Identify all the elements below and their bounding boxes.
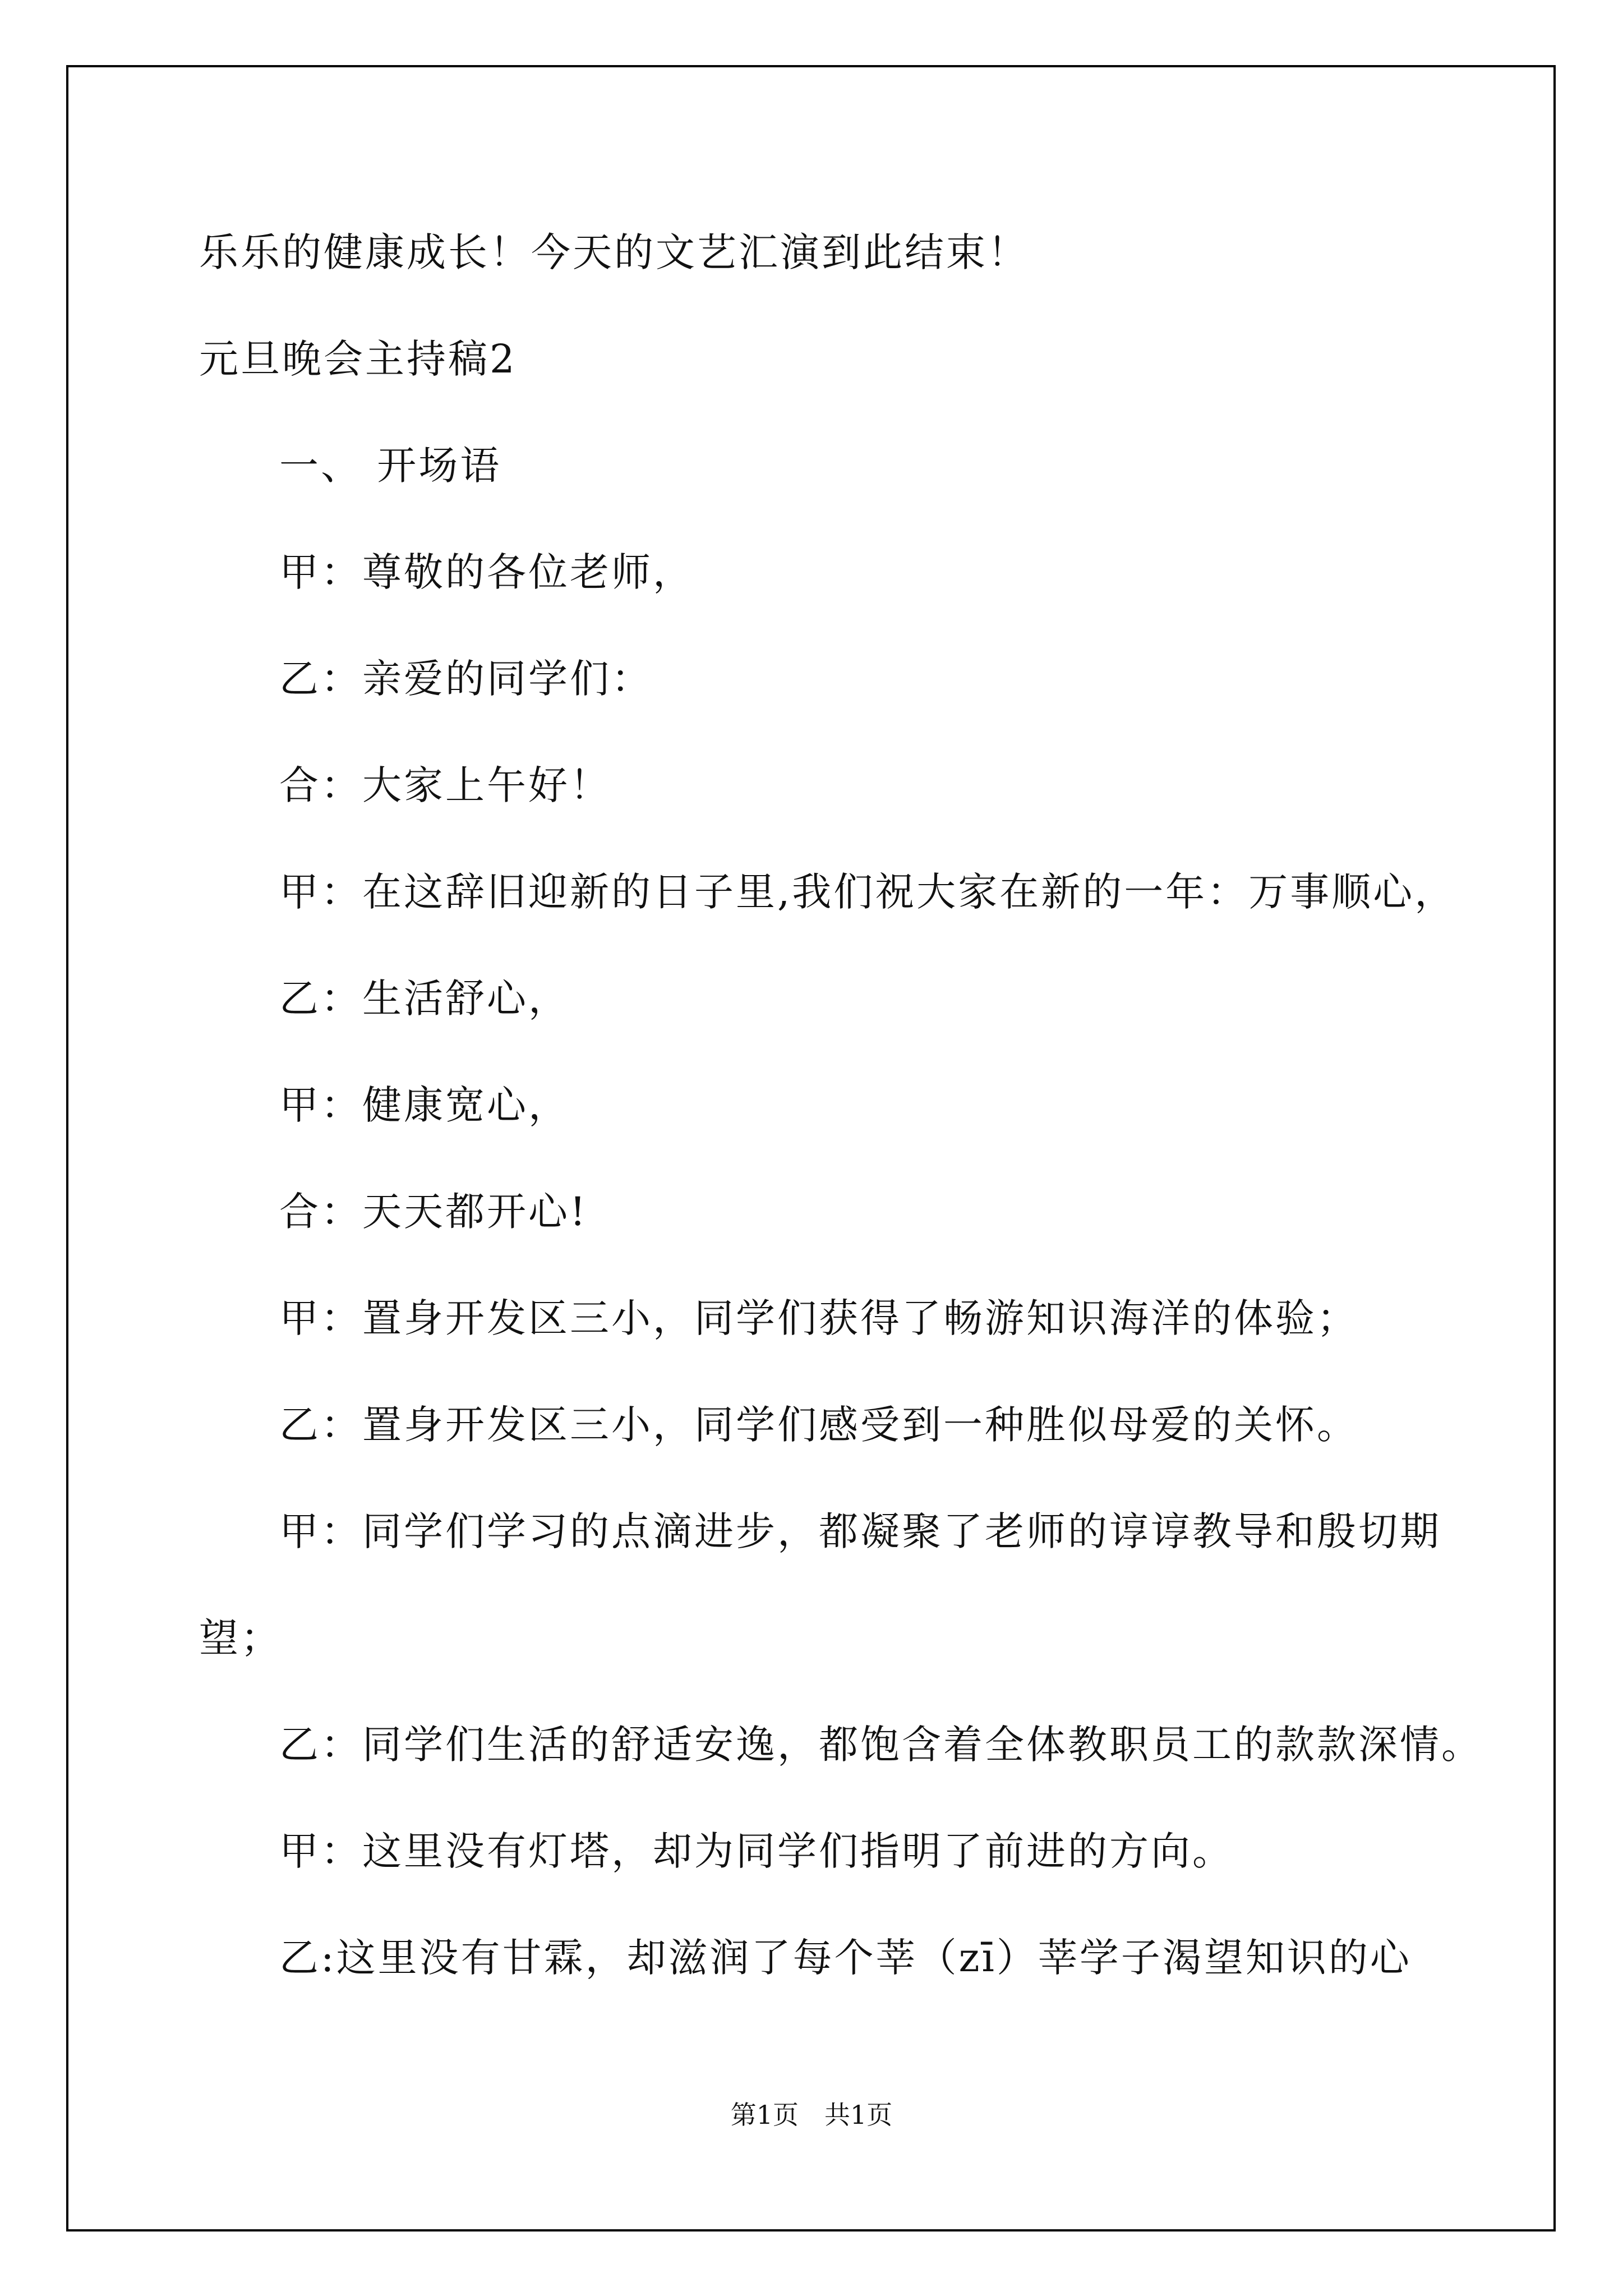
text-line-5: 乙：亲爱的同学们： xyxy=(279,656,653,702)
text-line-8: 乙：生活舒心， xyxy=(279,976,570,1022)
text-line-17: 乙:这里没有甘霖，却滋润了每个莘（zī）莘学子渴望知识的心 xyxy=(279,1935,1412,1981)
text-line-11: 甲：置身开发区三小，同学们获得了畅游知识海洋的体验； xyxy=(279,1295,1358,1341)
text-line-1: 乐乐的健康成长！今天的文艺汇演到此结束！ xyxy=(199,229,1029,275)
page-number-footer: 第1页 共1页 xyxy=(730,2100,893,2130)
subheading-opening: 一、 开场语 xyxy=(279,443,502,489)
text-line-9: 甲：健康宽心， xyxy=(279,1082,570,1128)
page-border xyxy=(66,65,1556,2231)
text-line-13: 甲：同学们学习的点滴进步，都凝聚了老师的谆谆教导和殷切期 xyxy=(279,1508,1441,1554)
text-line-16: 甲：这里没有灯塔，却为同学们指明了前进的方向。 xyxy=(279,1828,1234,1874)
text-line-14: 望； xyxy=(199,1615,282,1661)
text-line-6: 合：大家上午好！ xyxy=(279,762,611,808)
text-line-10: 合：天天都开心! xyxy=(279,1189,588,1235)
text-line-7: 甲：在这辞旧迎新的日子里,我们祝大家在新的一年：万事顺心， xyxy=(279,869,1456,915)
text-line-4: 甲：尊敬的各位老师， xyxy=(279,549,694,595)
text-line-15: 乙：同学们生活的舒适安逸，都饱含着全体教职员工的款款深情。 xyxy=(279,1722,1483,1768)
text-line-12: 乙：置身开发区三小，同学们感受到一种胜似母爱的关怀。 xyxy=(279,1402,1358,1448)
section-title: 元旦晚会主持稿2 xyxy=(199,336,517,382)
